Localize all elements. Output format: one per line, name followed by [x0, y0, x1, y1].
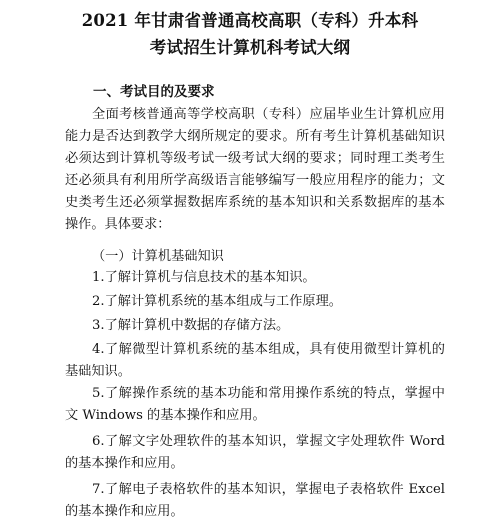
document-title-line-1: 2021 年甘肃省普通高校高职（专科）升本科	[81, 11, 419, 30]
requirement-item-4: 4.了解微型计算机系统的基本组成，具有使用微型计算机的基础知识。	[65, 342, 445, 379]
section-intro-paragraph: 全面考核普通高等学校高职（专科）应届毕业生计算机应用能力是否达到教学大纲所规定的要求。所有考生计算机基础知识必须达到计算机等级考试一级考试大纲的要求；同时理工类考生还必须具有利用所学高级语言能够编写一般应用程序的能力；文史类考生还必须掌握数据库系统的基本知识和关系数据库的基本操作。具体要求：	[65, 107, 445, 232]
requirement-item-3: 3.了解计算机中数据的存储方法。	[92, 318, 290, 333]
requirement-item-7: 7.了解电子表格软件的基本知识，掌握电子表格软件 Excel 的基本操作和应用。	[65, 482, 445, 519]
section-heading-exam-purpose: 一、考试目的及要求	[93, 84, 215, 100]
requirement-item-6: 6.了解文字处理软件的基本知识，掌握文字处理软件 Word 的基本操作和应用。	[65, 434, 445, 471]
document-title-line-2: 考试招生计算机科考试大纲	[149, 38, 351, 57]
requirement-item-2: 2.了解计算机系统的基本组成与工作原理。	[92, 294, 342, 309]
subsection-heading-computer-basics: （一）计算机基础知识	[92, 249, 224, 264]
requirement-item-5: 5.了解操作系统的基本功能和常用操作系统的特点，掌握中文 Windows 的基本操作和应用。	[65, 386, 445, 423]
requirement-item-1: 1.了解计算机与信息技术的基本知识。	[92, 270, 316, 285]
